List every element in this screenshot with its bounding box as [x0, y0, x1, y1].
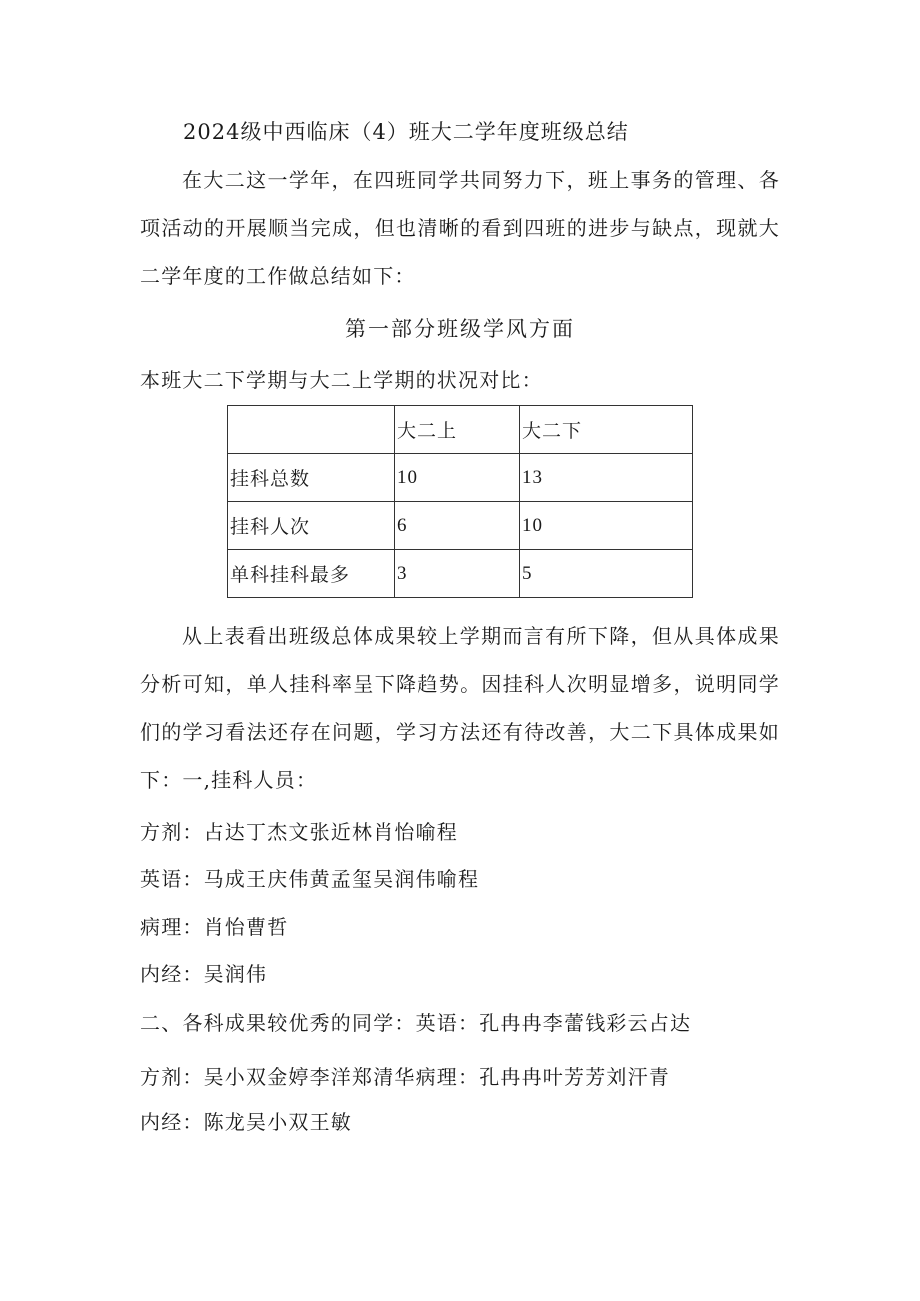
table-cell: 5 — [520, 550, 693, 598]
table-row — [228, 454, 693, 502]
list-item: 病理：肖怡曹哲 — [140, 915, 289, 939]
table-cell: 3 — [395, 550, 520, 598]
table-row — [228, 502, 693, 550]
table-header-cell: 大二上 — [395, 406, 520, 454]
table-header-row — [228, 406, 693, 454]
list-item: 二、各科成果较优秀的同学：英语：孔冉冉李蕾钱彩云占达 — [140, 1011, 692, 1035]
intro-paragraph: 在大二这一学年，在四班同学共同努力下，班上事务的管理、各项活动的开展顺当完成，但也清晰的看到四班的进步与缺点，现就大二学年度的工作做总结如下： — [140, 168, 780, 288]
table-cell: 单科挂科最多 — [228, 550, 395, 598]
table-cell: 10 — [520, 502, 693, 550]
table-cell: 10 — [395, 454, 520, 502]
grades-comparison-table — [227, 405, 693, 598]
list-item: 方剂：吴小双金婷李洋郑清华病理：孔冉冉叶芳芳刘汗青 — [140, 1065, 670, 1089]
table-cell: 13 — [520, 454, 693, 502]
table-header-cell — [228, 406, 395, 454]
list-item: 内经：陈龙吴小双王敏 — [140, 1110, 352, 1134]
comparison-intro: 本班大二下学期与大二上学期的状况对比： — [140, 368, 543, 392]
table-cell: 挂科总数 — [228, 454, 395, 502]
analysis-paragraph: 从上表看出班级总体成果较上学期而言有所下降，但从具体成果分析可知，单人挂科率呈下降趋势。因挂科人次明显增多，说明同学们的学习看法还存在问题，学习方法还有待改善，大二下具体成果如下：一,挂科人员： — [140, 624, 780, 792]
table-header-cell: 大二下 — [520, 406, 693, 454]
table-row — [228, 550, 693, 598]
list-item: 英语：马成王庆伟黄孟玺吴润伟喻程 — [140, 867, 480, 891]
document-title: 2024级中西临床（4）班大二学年度班级总结 — [183, 120, 629, 144]
section-heading: 第一部分班级学风方面 — [345, 317, 575, 341]
list-item: 方剂：占达丁杰文张近林肖怡喻程 — [140, 820, 458, 844]
table-cell: 6 — [395, 502, 520, 550]
table-cell: 挂科人次 — [228, 502, 395, 550]
list-item: 内经：吴润伟 — [140, 962, 268, 986]
